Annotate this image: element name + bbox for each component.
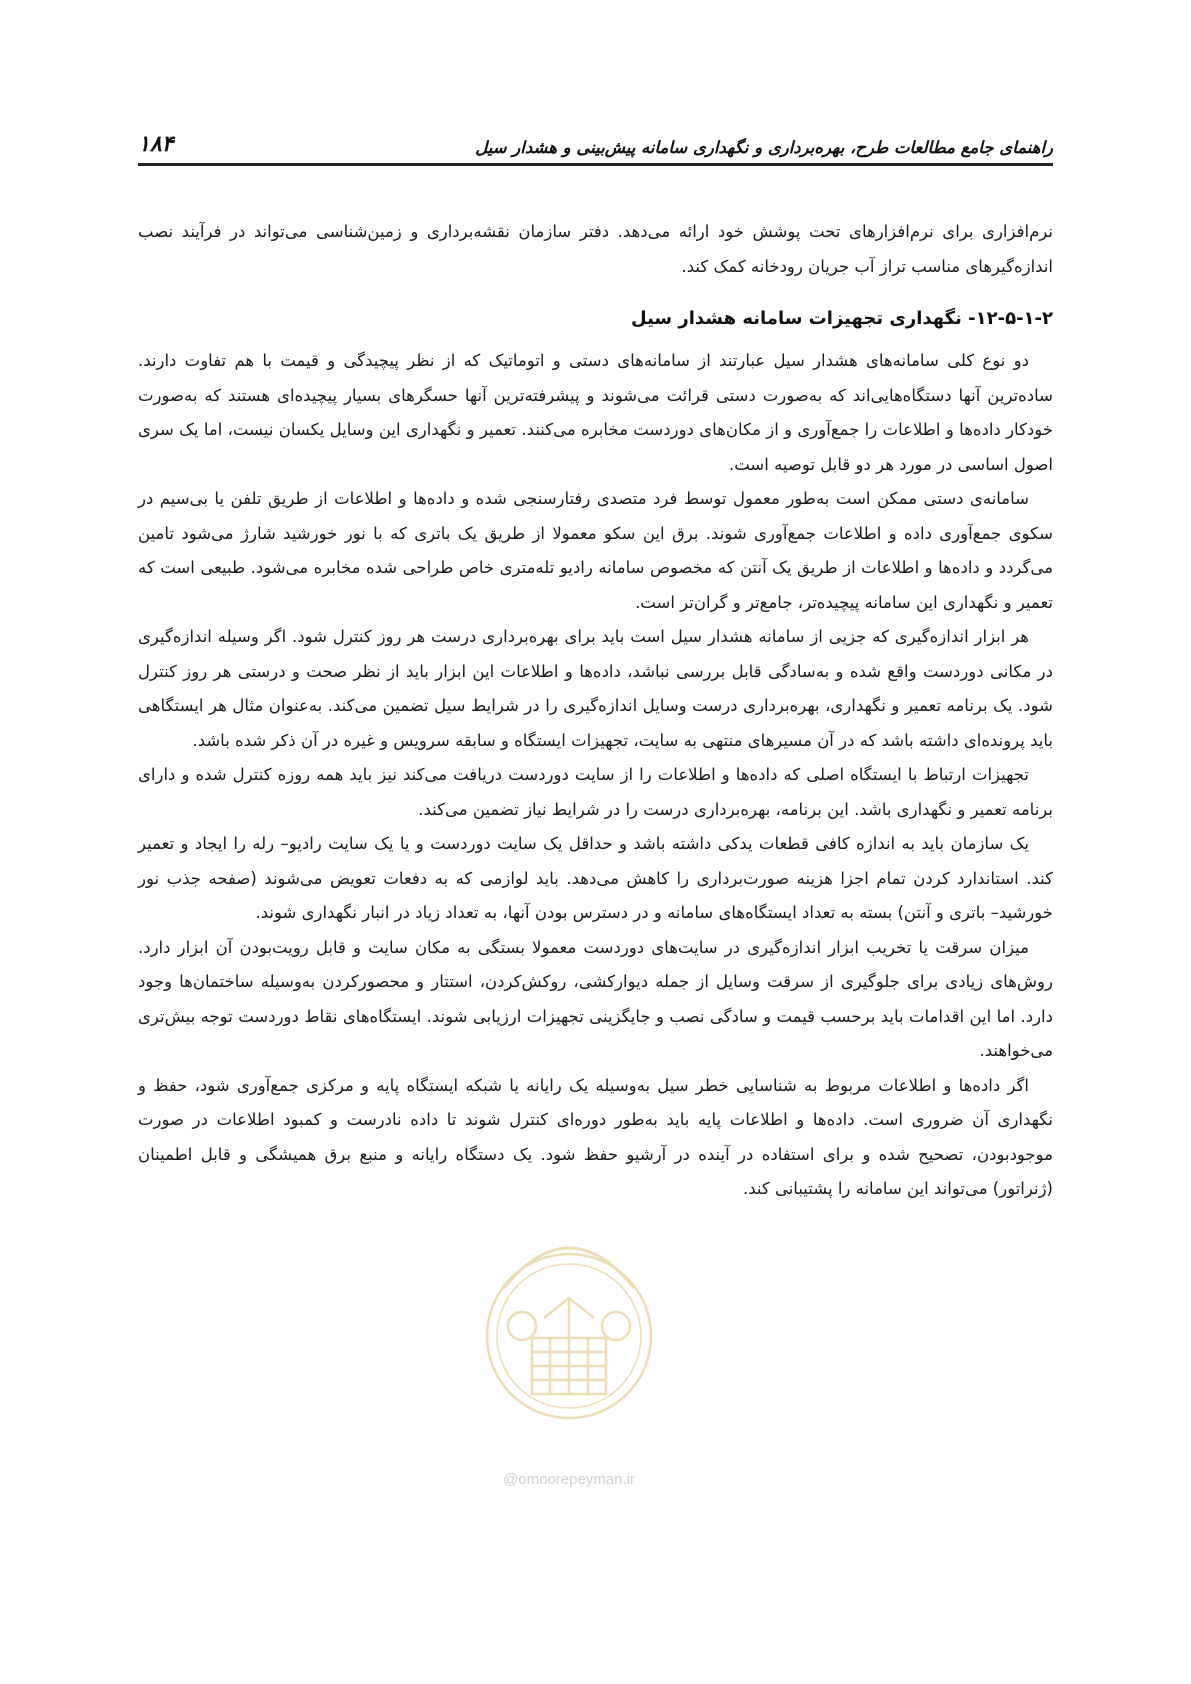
watermark-seal-icon <box>474 1218 664 1458</box>
section-title: نگهداری تجهیزات سامانه هشدار سیل <box>631 308 969 329</box>
watermark-url: @omoorepeyman.ir <box>503 1471 635 1488</box>
paragraph: میزان سرقت یا تخریب ابزار اندازه‌گیری در سایت‌های دوردست معمولا بستگی به مکان سایت و قابل رویت‌بودن آن ابزار دارد. روش‌های زیادی برای جلوگیری از سرقت وسایل از جمله دیوارکشی، روکش‌کردن، استتار و محصورکردن به‌وسیله ساختمان‌ها وجود دارد. اما این اقدامات باید برحسب قیمت و سادگی نصب و جایگزینی تجهیزات ارزیابی شوند. ایستگاه‌های نقاط دوردست توجه بیش‌تری می‌خواهند. <box>138 937 1053 1060</box>
body-text <box>138 215 1053 1207</box>
paragraph: اگر داده‌ها و اطلاعات مربوط به شناسایی خطر سیل به‌وسیله یک رایانه یا شبکه ایستگاه پایه و مرکزی جمع‌آوری شود، حفظ و نگهداری آن ضروری است. داده‌ها و اطلاعات پایه باید به‌طور دوره‌ای کنترل شوند تا داده نادرست و کمبود اطلاعات در صورت موجودبودن، تصحیح شده و برای استفاده در آینده در آرشیو حفظ شود. یک دستگاه رایانه و منبع برق همیشگی و قابل اطمینان (ژنراتور) می‌تواند این سامانه را پشتیبانی کند. <box>138 1075 1053 1198</box>
paragraph: تجهیزات ارتباط با ایستگاه اصلی که داده‌ها و اطلاعات را از سایت دوردست دریافت می‌کند نیز باید همه روزه کنترل شده و دارای برنامه تعمیر و نگهداری باشد. این برنامه، بهره‌برداری درست را در شرایط نیاز تضمین می‌کند. <box>138 765 1053 819</box>
paragraph: سامانه‌ی دستی ممکن است به‌طور معمول توسط فرد متصدی رفتارسنجی شده و داده‌ها و اطلاعات از طریق تلفن یا بی‌سیم در سکوی جمع‌آوری داده و اطلاعات جمع‌آوری شوند. برق این سکو معمولا از طریق یک باتری که با نور خورشید شارژ می‌شود تامین می‌گردد و داده‌ها و اطلاعات از طریق یک آنتن که مخصوص سامانه رادیو تله‌متری خاص طراحی شده مخابره می‌شود. طبیعی است که تعمیر و نگهداری این سامانه پیچیده‌تر، جامع‌تر و گران‌تر است. <box>138 489 1053 612</box>
section-number: ۱۲-۵-۱-۲- <box>968 308 1053 329</box>
watermark <box>474 1218 664 1488</box>
running-title: راهنمای جامع مطالعات طرح، بهره‌برداری و نگهداری سامانه پیش‌بینی و هشدار سیل <box>475 138 1053 157</box>
running-header <box>138 126 1053 166</box>
intro-paragraph: نرم‌افزاری برای نرم‌افزارهای تحت پوشش خود ارائه می‌دهد. دفتر سازمان نقشه‌برداری و زمین‌شناسی می‌تواند در فرآیند نصب اندازه‌گیرهای مناسب تراز آب جریان رودخانه کمک کند. <box>138 222 1053 276</box>
paragraph: هر ابزار اندازه‌گیری که جزیی از سامانه هشدار سیل است باید برای بهره‌برداری درست هر روز کنترل شود. اگر وسیله اندازه‌گیری در مکانی دوردست واقع شده و به‌سادگی قابل بررسی نباشد، داده‌ها و اطلاعات این ابزار باید از نظر صحت و درستی هر روز کنترل شود. یک برنامه تعمیر و نگهداری، بهره‌برداری درست وسایل اندازه‌گیری را در شرایط سیل تضمین می‌کند. به‌عنوان مثال هر ایستگاهی باید پرونده‌ای داشته باشد که در آن مسیرهای منتهی به سایت، تجهیزات ایستگاه و سابقه سرویس و غیره در آن ذکر شده باشد. <box>138 627 1053 750</box>
page-number: ۱۸۴ <box>138 131 174 157</box>
section-heading <box>138 302 1053 336</box>
paragraph: دو نوع کلی سامانه‌های هشدار سیل عبارتند از سامانه‌های دستی و اتوماتیک که از نظر پیچیدگی و قیمت با هم تفاوت دارند. ساده‌ترین آنها دستگاه‌هایی‌اند که به‌صورت دستی قرائت می‌شوند و پیشرفته‌ترین آنها حسگرهای بسیار پیچیده‌ای هستند که به‌صورت خودکار داده‌ها و اطلاعات را جمع‌آوری و از مکان‌های دوردست مخابره می‌کنند. تعمیر و نگهداری این وسایل یکسان نیست، اما یک سری اصول اساسی در مورد هر دو قابل توصیه است. <box>138 351 1053 474</box>
paragraph: یک سازمان باید به اندازه کافی قطعات یدکی داشته باشد و حداقل یک سایت دوردست و یا یک سایت رادیو– رله را ایجاد و تعمیر کند. استاندارد کردن تمام اجزا هزینه صورت‌برداری را کاهش می‌دهد. باید لوازمی که به دفعات تعویض می‌شوند (صفحه جذب نور خورشید– باتری و آنتن) بسته به تعداد ایستگاه‌های سامانه و در دسترس بودن آنها، به تعداد زیاد در انبار نگهداری شوند. <box>138 834 1053 922</box>
